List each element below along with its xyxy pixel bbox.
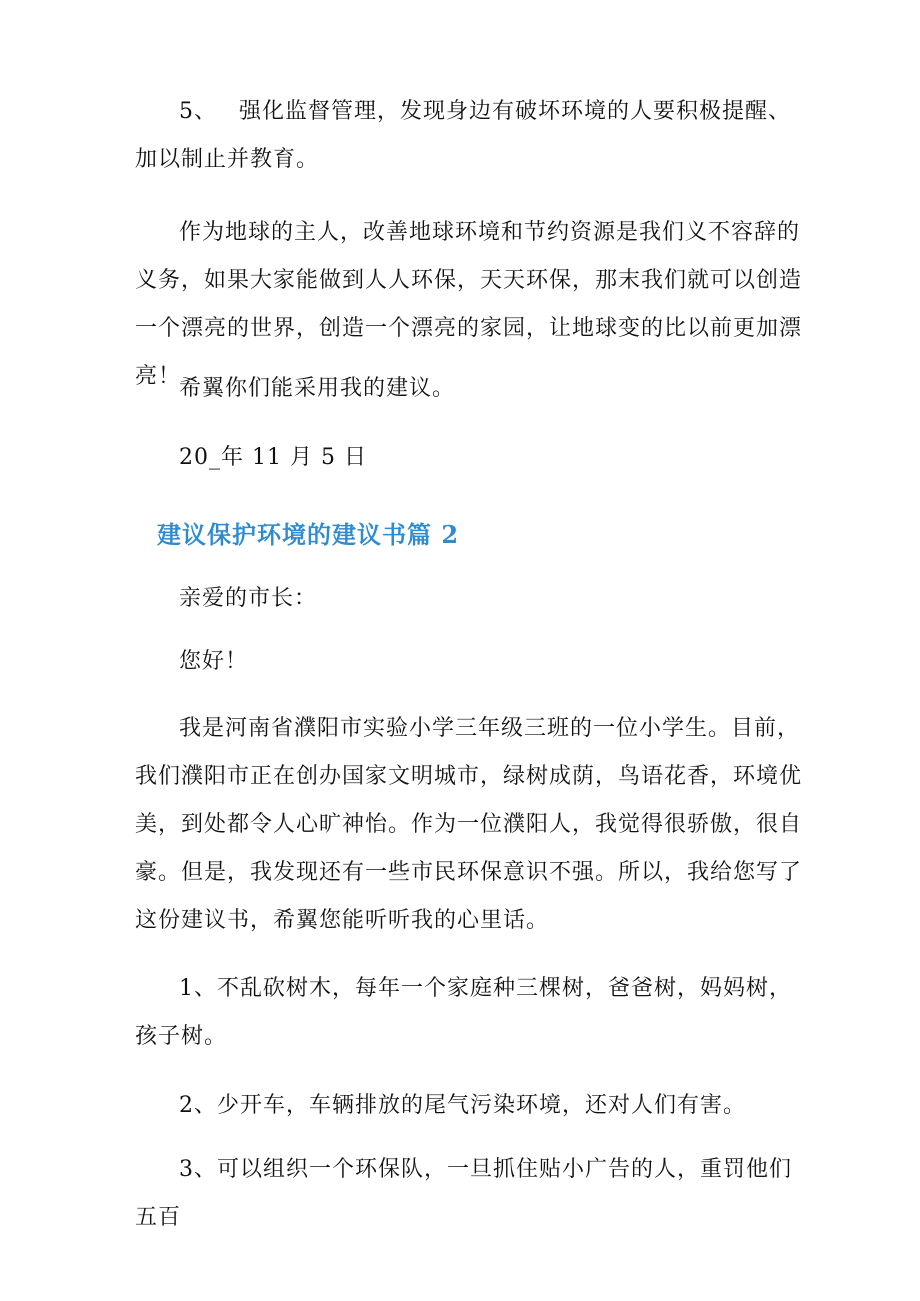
- list-item-number: 5、: [179, 99, 217, 124]
- date-line: 20_年 11 月 5 日: [179, 445, 367, 470]
- list-item: 3、可以组织一个环保队，一旦抓住贴小广告的人，重罚他们五百: [135, 1157, 792, 1230]
- list-item: 2、少开车，车辆排放的尾气污染环境，还对人们有害。: [179, 1093, 746, 1118]
- hope-paragraph: 希翼你们能采用我的建议。: [179, 376, 456, 401]
- section-heading: 建议保护环境的建议书篇 2: [157, 520, 460, 549]
- conclusion-paragraph: 作为地球的主人，改善地球环境和节约资源是我们义不容辞的义务，如果大家能做到人人环保，天天环保，那末我们就可以创造一个漂亮的世界，创造一个漂亮的家园，让地球变的比以前更加漂亮！: [135, 220, 803, 389]
- list-item-5: [135, 88, 805, 184]
- list-item-text: 强化监督管理，发现身边有破坏环境的人要积极提醒、加以制止并教育。: [135, 99, 792, 172]
- list-item: 1、不乱砍树木，每年一个家庭种三棵树，爸爸树，妈妈树，孩子树。: [135, 976, 792, 1049]
- salutation: 亲爱的市长：: [179, 586, 318, 611]
- body-paragraph: 我是河南省濮阳市实验小学三年级三班的一位小学生。目前，我们濮阳市正在创办国家文明城市，绿树成荫，鸟语花香，环境优美，到处都令人心旷神怡。作为一位濮阳人，我觉得很骄傲，很自豪。但是，我发现还有一些市民环保意识不强。所以，我给您写了这份建议书，希翼您能听听我的心里话。: [135, 716, 803, 933]
- greeting: 您好！: [179, 649, 249, 674]
